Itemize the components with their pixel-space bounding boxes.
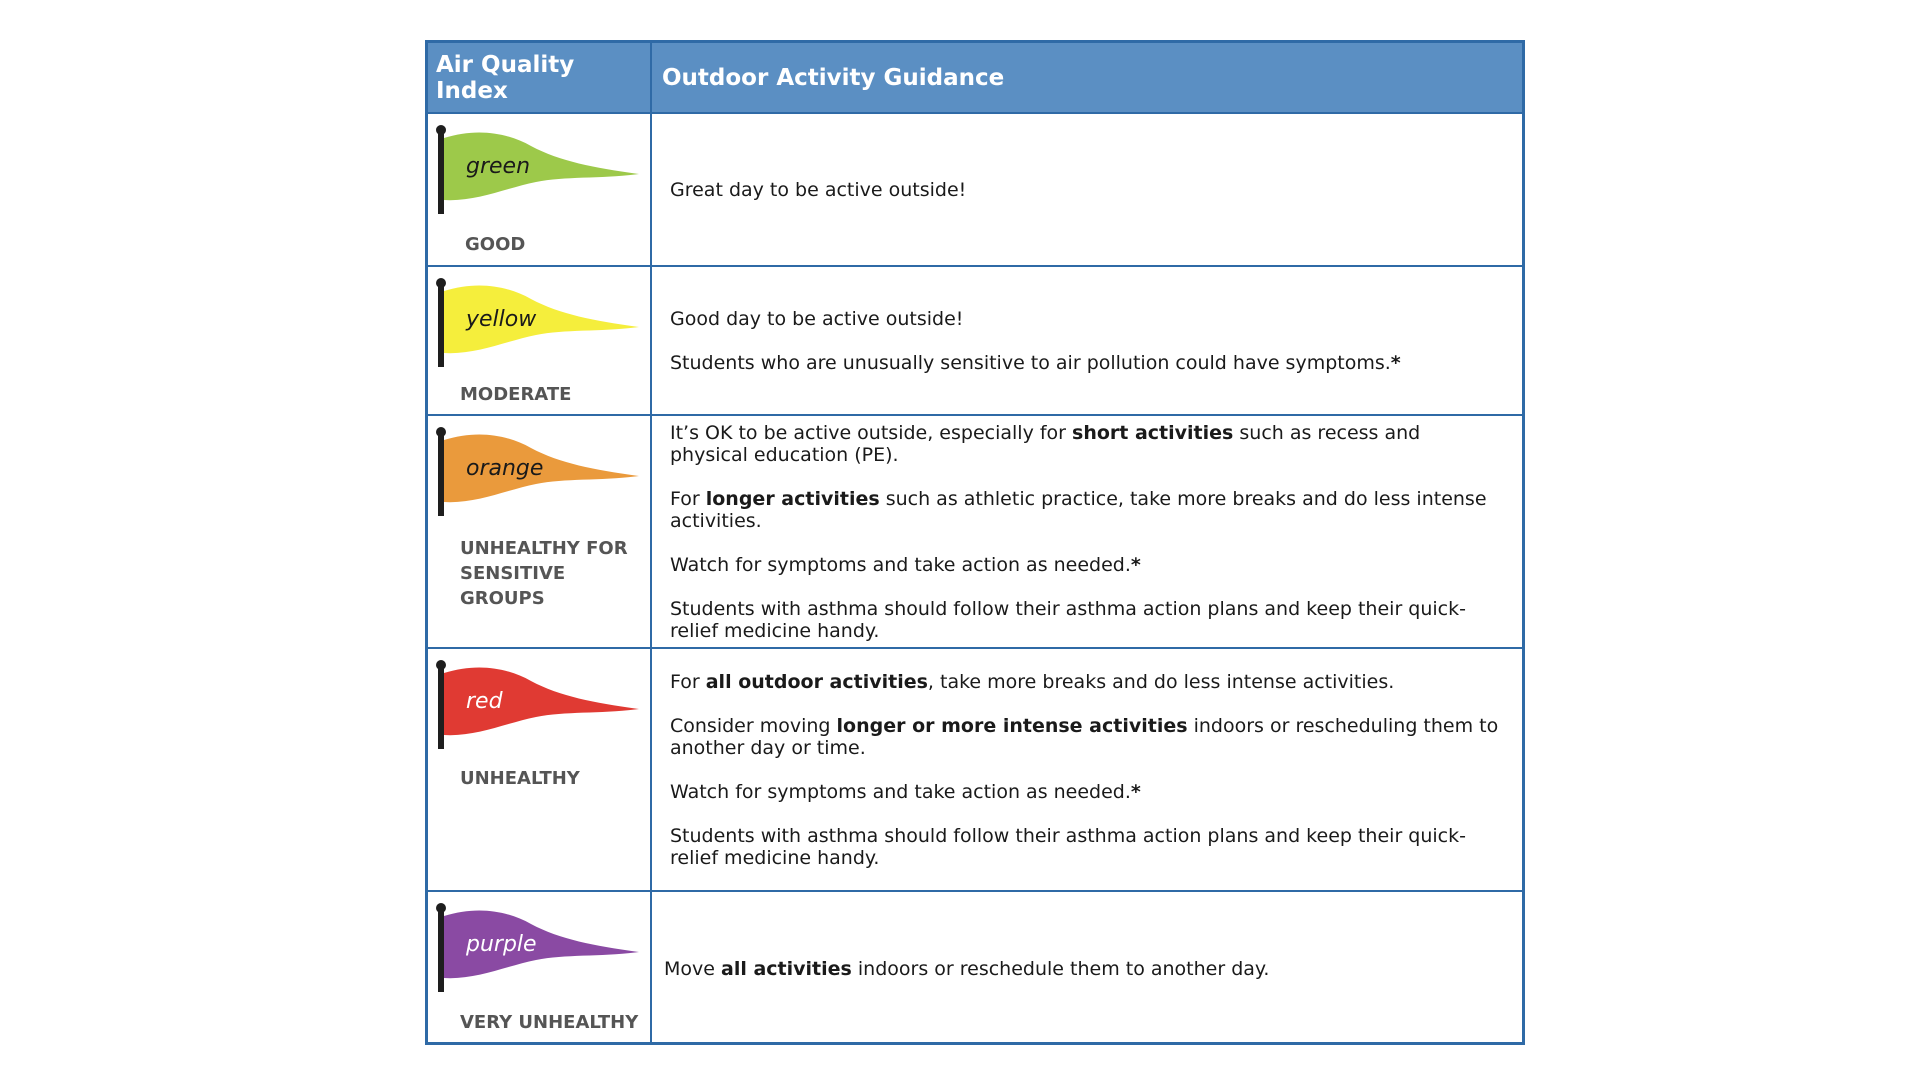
flag-pole — [438, 908, 444, 992]
flag-pole — [438, 432, 444, 516]
aqi-level-label: UNHEALTHY — [460, 768, 580, 789]
flag-pole-knob — [436, 660, 446, 670]
flag-color-label: red — [466, 689, 503, 714]
flag-pole-knob — [436, 278, 446, 288]
flag-pole-knob — [436, 125, 446, 135]
flag-color-label: orange — [466, 456, 544, 481]
guidance-cell-green — [652, 112, 1522, 265]
flag-color-label: purple — [466, 932, 537, 957]
aqi-level-label: GOOD — [465, 234, 526, 255]
guidance-text: Watch for symptoms and take action as needed.* — [670, 553, 1141, 576]
header-guidance: Outdoor Activity Guidance — [652, 43, 1522, 112]
guidance-text: Students with asthma should follow their asthma action plans and keep their quick-relief medicine handy. — [670, 597, 1466, 642]
guidance-text: Watch for symptoms and take action as needed.* — [670, 780, 1141, 803]
guidance-cell-purple — [652, 890, 1522, 1045]
flag-color-label: green — [466, 154, 531, 179]
flag-pole-knob — [436, 427, 446, 437]
guidance-text: For longer activities such as athletic practice, take more breaks and do less intense activities. — [670, 487, 1487, 532]
guidance-text: Great day to be active outside! — [670, 178, 967, 201]
aqi-level-label: UNHEALTHY FOR SENSITIVE GROUPS — [460, 538, 628, 609]
guidance-text: Students who are unusually sensitive to air pollution could have symptoms.* — [670, 351, 1401, 374]
guidance-text: Good day to be active outside! — [670, 307, 964, 330]
guidance-text: Consider moving longer or more intense activities indoors or rescheduling them to another day or time. — [670, 714, 1499, 759]
guidance-text: Move all activities indoors or reschedule them to another day. — [664, 957, 1270, 980]
guidance-text: Students with asthma should follow their asthma action plans and keep their quick-relief medicine handy. — [670, 824, 1466, 869]
guidance-text: It’s OK to be active outside, especially for short activities such as recess and physical education (PE). — [670, 421, 1421, 466]
guidance-cell-red — [652, 647, 1522, 890]
aqi-cell-green — [428, 112, 652, 265]
flag-pole — [438, 665, 444, 749]
aqi-cell-red — [428, 647, 652, 890]
header-aqi: Air Quality Index — [428, 43, 652, 112]
guidance-cell-orange — [652, 414, 1522, 647]
aqi-guidance-table — [425, 40, 1525, 1045]
guidance-cell-yellow — [652, 265, 1522, 414]
flag-pole — [438, 283, 444, 367]
aqi-level-label: VERY UNHEALTHY — [460, 1012, 639, 1033]
flag-pole — [438, 130, 444, 214]
aqi-cell-orange — [428, 414, 652, 647]
aqi-cell-yellow — [428, 265, 652, 414]
aqi-cell-purple — [428, 890, 652, 1045]
guidance-text: For all outdoor activities, take more breaks and do less intense activities. — [670, 670, 1395, 693]
flag-color-label: yellow — [466, 307, 537, 332]
flag-pole-knob — [436, 903, 446, 913]
aqi-level-label: MODERATE — [460, 384, 572, 405]
